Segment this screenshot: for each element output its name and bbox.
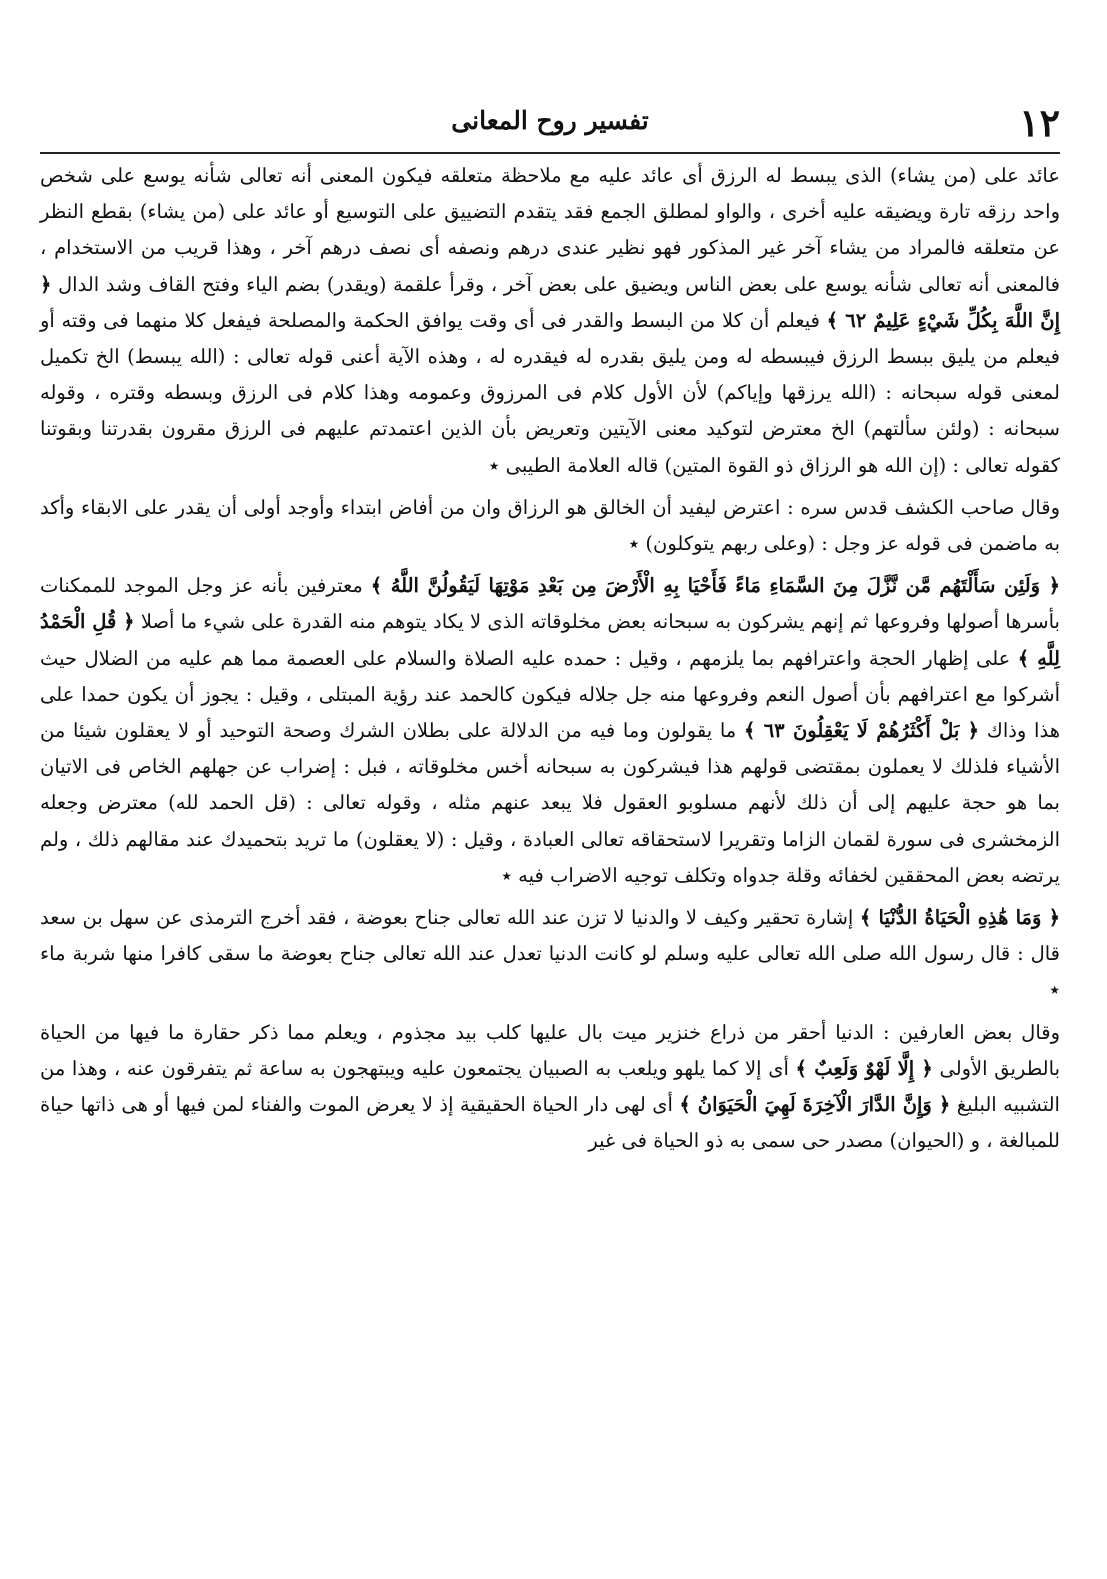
quran-verse: ﴿ قُلِ الْحَمْدُ لِلَّهِ ﴾ [40, 610, 1060, 670]
commentary-text: وقال صاحب الكشف قدس سره : اعترض ليفيد أن الخالق هو الرزاق وان من أفاض ابتداء وأوجد أولى أن يقدر على الابقاء وأكد به ماضمن فى قوله عز وجل : (وعلى ربهم يتوكلون) ٭ [40, 495, 1060, 556]
page-header [40, 96, 1060, 158]
paragraph [40, 900, 1060, 1009]
commentary-text: معترفين بأنه عز وجل الموجد للممكنات بأسرها أصولها وفروعها ثم إنهم يشركون به سبحانه بعض مخلوقاته الذى لا يكاد يتوهم منه القدرة على شيء ما أصلا [40, 574, 1060, 634]
commentary-text: على إظهار الحجة واعترافهم بما يلزمهم ، وقيل : حمده عليه الصلاة والسلام على العصمة مما هم عليه من الضلال حيث أشركوا مع اعترافهم بأن أصول النعم وفروعها منه جل جلاله فيكون كالحمد عند رؤية المبتلى ، وقيل : يجوز أن يكون حمدا على هذا وذاك [40, 646, 1060, 743]
header-rule [40, 152, 1060, 154]
quran-verse: ﴿ بَلْ أَكْثَرُهُمْ لَا يَعْقِلُونَ ٦٣ ﴾ [743, 719, 980, 743]
quran-verse: ﴿ إِنَّ اللَّهَ بِكُلِّ شَيْءٍ عَلِيمٌ ٦٢ ﴾ [40, 272, 1060, 332]
quran-verse: ﴿ إِلَّا لَهْوٌ وَلَعِبٌ ﴾ [795, 1056, 933, 1080]
quran-verse: ﴿ وَإِنَّ الدَّارَ الْآخِرَةَ لَهِيَ الْحَيَوَانُ ﴾ [679, 1093, 951, 1117]
page-title: تفسير روح المعانى [451, 106, 649, 135]
paragraph [40, 158, 1060, 484]
page-number: ١٢ [1019, 100, 1060, 145]
commentary-text: أى لهى دار الحياة الحقيقية إذ لا يعرض الموت والفناء لمن فيها أو هى ذاتها حياة للمبالغة ، و (الحيوان) مصدر حى سمى به ذو الحياة فى غير [40, 1093, 1060, 1153]
commentary-text: عائد على (من يشاء) الذى يبسط له الرزق أى عائد عليه مع ملاحظة متعلقه فيكون المعنى أنه تعالى شأنه يوسع على شخص واحد رزقه تارة ويضيقه عليه أخرى ، والواو لمطلق الجمع فقد يتقدم التضييق على التوسيع أو عائد على (من يشاء) بقطع النظر عن متعلقه فالمراد من يشاء آخر غير المذكور فهو نظير عندى درهم ونصفه أى نصف درهم آخر ، وهذا قريب من الاستخدام ، فالمعنى أنه تعالى شأنه يوسع على بعض الناس ويضيق على بعض آخر ، وقرأ علقمة (ويقدر) بضم الياء وفتح القاف وشد الدال [40, 164, 1060, 296]
commentary-text: وقال بعض العارفين : الدنيا أحقر من ذراع خنزير ميت بال عليها كلب بيد مجذوم ، ويعلم مما ذكر حقارة ما فيها من الحياة بالطريق الأولى [40, 1020, 1060, 1080]
commentary-text: إشارة تحقير وكيف لا والدنيا لا تزن عند الله تعالى جناح بعوضة ، فقد أخرج الترمذى عن سهل بن سعد قال : قال رسول الله صلى الله تعالى عليه وسلم لو كانت الدنيا تعدل عند الله تعالى جناح بعوضة ما سقى كافرا منها شربة ماء ٭ [40, 906, 1060, 1002]
commentary-text: ما يقولون وما فيه من الدلالة على بطلان الشرك وصحة التوحيد أو لا يعقلون شيئا من الأشياء فلذلك لا يعملون بمقتضى قولهم هذا فيشركون به سبحانه أخس مخلوقاته ، فبل : إضراب عن جهلهم الخاص فى الاتيان بما هو حجة عليهم إلى أن ذلك لأنهم مسلوبو العقول فلا يبعد عنهم مثله ، وقوله تعالى : (قل الحمد لله) معترض وجعله الزمخشرى فى سورة لقمان الزاما وتقريرا لاستحقاقه تعالى العبادة ، وقيل : (لا يعقلون) ما تريد بتحميدك عند مقالهم ذلك ، ولم يرتضه بعض المحققين لخفائه وقلة جدواه وتكلف توجيه الاضراب فيه ٭ [40, 719, 1060, 887]
document-page [40, 96, 1060, 1159]
paragraph [40, 568, 1060, 894]
quran-verse: ﴿ وَلَئِن سَأَلْتَهُم مَّن نَّزَّلَ مِنَ السَّمَاءِ مَاءً فَأَحْيَا بِهِ الْأَرْضَ مِن بَعْدِ مَوْتِهَا لَيَقُولُنَّ اللَّهُ ﴾ [370, 574, 1061, 598]
paragraph [40, 490, 1060, 562]
commentary-text: أى إلا كما يلهو ويلعب به الصبيان يجتمعون عليه ويبتهجون به ساعة ثم يتفرقون عنه ، وهذا من التشبيه البليغ [40, 1056, 1060, 1117]
commentary-text: فيعلم أن كلا من البسط والقدر فى أى وقت يوافق الحكمة والمصلحة فيفعل كلا منهما فى وقته أو فيعلم من يليق ببسط الرزق فيبسطه له ومن يليق بقدره له فيقدره له ، وهذه الآية أعنى قوله تعالى : (الله يبسط) الخ تكميل لمعنى قوله سبحانه : (الله يرزقها وإياكم) لأن الأول كلام فى المرزوق وعمومه وهذا كلام فى الرزق وبسطه وقتره ، وقوله سبحانه : (ولئن سألتهم) الخ معترض لتوكيد معنى الآيتين وتعريض بأن الذين اعتمدتم عليهم فى الرزق مقرون بقدرتنا وبقوتنا كقوله تعالى : (إن الله هو الرزاق ذو القوة المتين) قاله العلامة الطيبى ٭ [40, 308, 1060, 477]
paragraph [40, 1015, 1060, 1160]
tafsir-text [40, 158, 1060, 1159]
quran-verse: ﴿ وَمَا هَٰذِهِ الْحَيَاةُ الدُّنْيَا ﴾ [859, 906, 1060, 930]
